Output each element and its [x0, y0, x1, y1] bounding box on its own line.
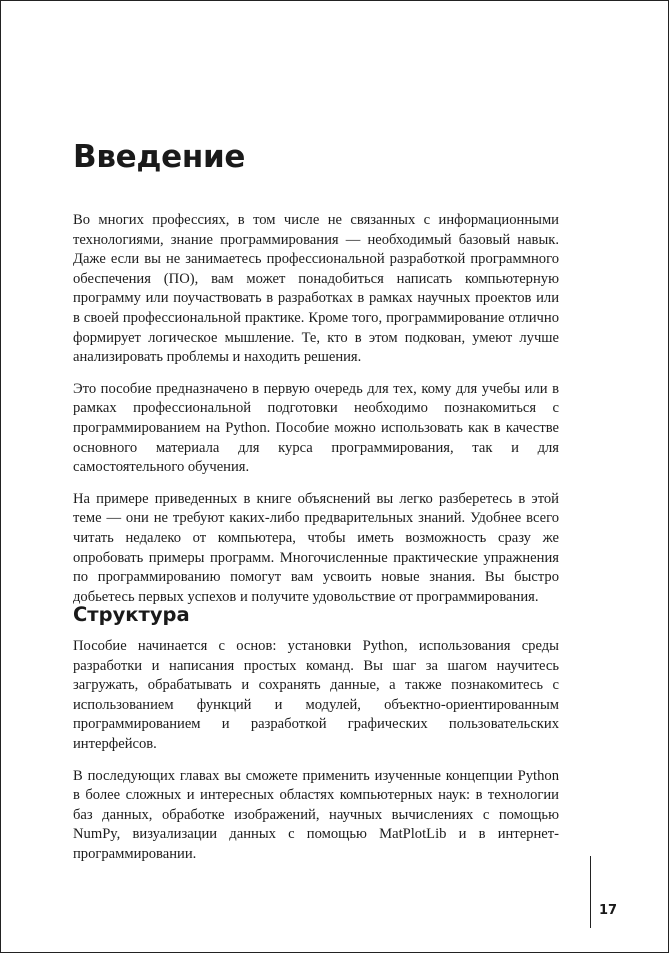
section-title: Структура [73, 603, 190, 626]
intro-paragraph-1: Во многих профессиях, в том числе не связанных с информационными технологиями, знание программирования — необходимый базовый навык. Даже если вы не занимаетесь профессиональной разработкой программного обеспечения (ПО), вам может понадобиться написать компьютерную программу или поучаствовать в разработках в рамках научных проектов или в своей профессиональной практике. Кроме того, программирование отлично формирует логическое мышление. Те, кто в этом подкован, умеют лучше анализировать проблемы и находить решения. [73, 212, 559, 366]
intro-paragraph-3: На примере приведенных в книге объяснений вы легко разберетесь в этой теме — они не требуют каких-либо предварительных знаний. Удобнее всего читать недалеко от компьютера, чтобы иметь возможность сразу же опробовать примеры программ. Многочисленные практические упражнения по программированию помогут вам усвоить новые знания. Вы быстро добьетесь первых успехов и получите удовольствие от программирования. [73, 490, 559, 605]
structure-paragraph-1: Пособие начинается с основ: установки Python, использования среды разработки и написания простых команд. Вы шаг за шагом научитесь загружать, обрабатывать и сохранять данные, а также познакомитесь с использованием функций и модулей, объектно-ориентированным программированием и разработкой графических пользовательских интерфейсов. [73, 638, 559, 752]
chapter-title: Введение [73, 139, 246, 175]
intro-paragraph-2: Это пособие предназначено в первую очередь для тех, кому для учебы или в рамках профессиональной подготовки необходимо познакомиться с программированием на Python. Пособие можно использовать как в качестве основного материала для курса программирования, так и для самостоятельного обучения. [73, 380, 559, 476]
page-number-rule [590, 856, 591, 928]
structure-text [73, 637, 559, 877]
page-number: 17 [599, 903, 618, 918]
structure-paragraph-2: В последующих главах вы сможете применить изученные концепции Python в более сложных и интересных областях компьютерных наук: в технологии баз данных, обработке изображений, научных вычислениях с помощью NumPy, визуализации данных с помощью MatPlotLib и в интернет-программировании. [73, 767, 559, 862]
intro-text [73, 211, 559, 619]
